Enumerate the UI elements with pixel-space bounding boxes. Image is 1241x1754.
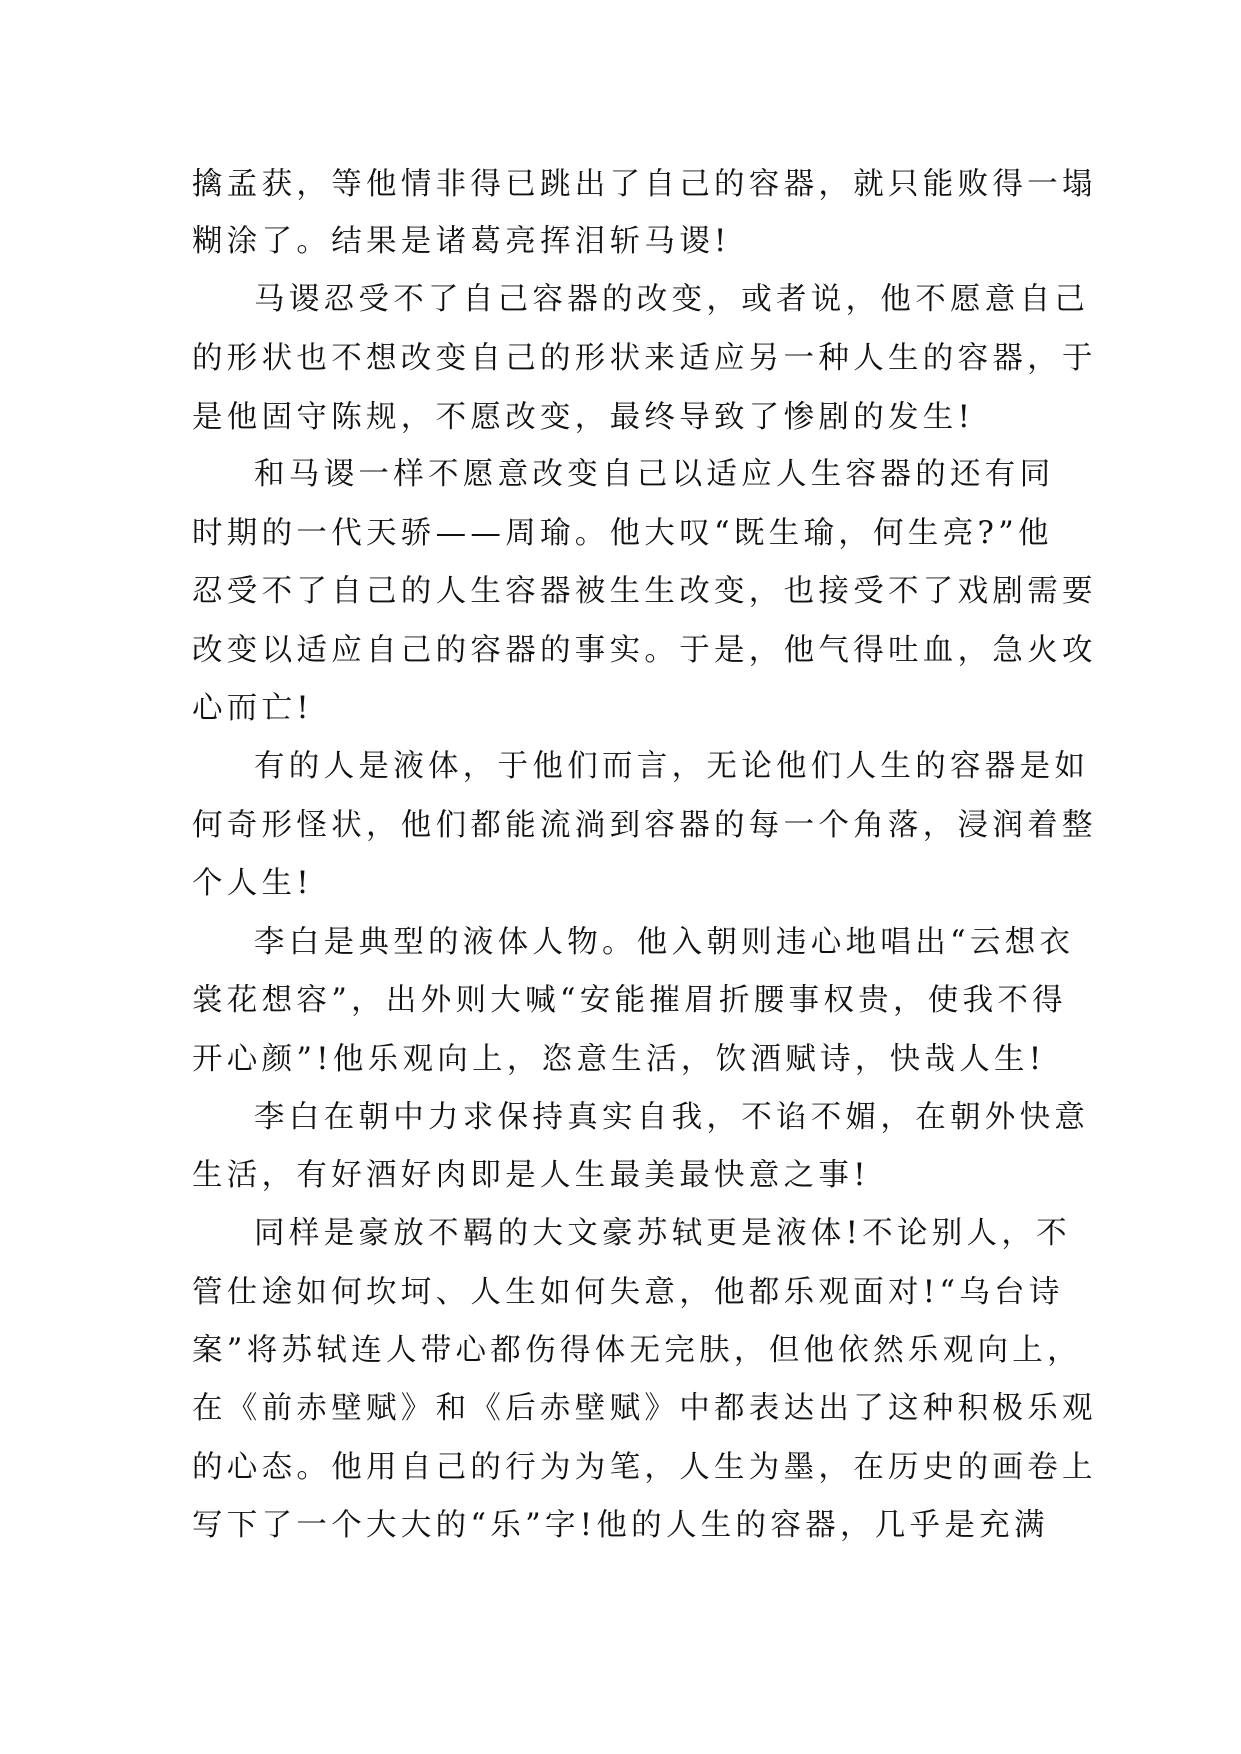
text-line: 擒孟获，等他情非得已跳出了自己的容器，就只能败得一塌 bbox=[192, 167, 1097, 202]
text-line: 是他固守陈规，不愿改变，最终导致了惨剧的发生! bbox=[192, 400, 975, 435]
paragraph-start-line: 有的人是液体，于他们而言，无论他们人生的容器是如 bbox=[254, 749, 1090, 784]
paragraph-start-line: 和马谡一样不愿意改变自己以适应人生容器的还有同 bbox=[254, 457, 1055, 492]
text-line: 忍受不了自己的人生容器被生生改变，也接受不了戏剧需要 bbox=[192, 574, 1097, 609]
text-line: 改变以适应自己的容器的事实。于是，他气得吐血，急火攻 bbox=[192, 633, 1097, 668]
text-line: 个人生! bbox=[192, 866, 313, 901]
text-line: 的心态。他用自己的行为为笔，人生为墨，在历史的画卷上 bbox=[192, 1450, 1097, 1485]
text-line: 管仕途如何坎坷、人生如何失意，他都乐观面对!“乌台诗 bbox=[192, 1275, 1064, 1310]
text-line: 开心颜”!他乐观向上，恣意生活，饮酒赋诗，快哉人生! bbox=[192, 1042, 1046, 1077]
blank-line bbox=[192, 1556, 1052, 1614]
text-line: 生活，有好酒好肉即是人生最美最快意之事! bbox=[192, 1158, 870, 1193]
text-line: 案”将苏轼连人带心都伤得体无完肤，但他依然乐观向上， bbox=[192, 1333, 1082, 1368]
text-line: 时期的一代天骄——周瑜。他大叹“既生瑜，何生亮?”他 bbox=[192, 516, 1053, 551]
text-line: 的形状也不想改变自己的形状来适应另一种人生的容器，于 bbox=[192, 341, 1097, 376]
paragraph-start-line: 李白在朝中力求保持真实自我，不谄不媚，在朝外快意 bbox=[254, 1100, 1090, 1135]
text-line: 心而亡! bbox=[192, 691, 313, 726]
text-line: 在《前赤壁赋》和《后赤壁赋》中都表达出了这种积极乐观 bbox=[192, 1391, 1097, 1426]
text-line: 糊涂了。结果是诸葛亮挥泪斩马谡! bbox=[192, 224, 731, 259]
paragraph-start-line: 同样是豪放不羁的大文豪苏轼更是液体!不论别人，不 bbox=[254, 1216, 1071, 1251]
paragraph-start-line: 马谡忍受不了自己容器的改变，或者说，他不愿意自己 bbox=[254, 282, 1090, 317]
text-line: 裳花想容”，出外则大喊“安能摧眉折腰事权贵，使我不得 bbox=[192, 983, 1067, 1018]
text-line: 写下了一个大大的“乐”字!他的人生的容器，几乎是充满 bbox=[192, 1508, 1049, 1543]
text-line: 何奇形怪状，他们都能流淌到容器的每一个角落，浸润着整 bbox=[192, 808, 1097, 843]
paragraph-start-line: 李白是典型的液体人物。他入朝则违心地唱出“云想衣 bbox=[254, 925, 1075, 960]
